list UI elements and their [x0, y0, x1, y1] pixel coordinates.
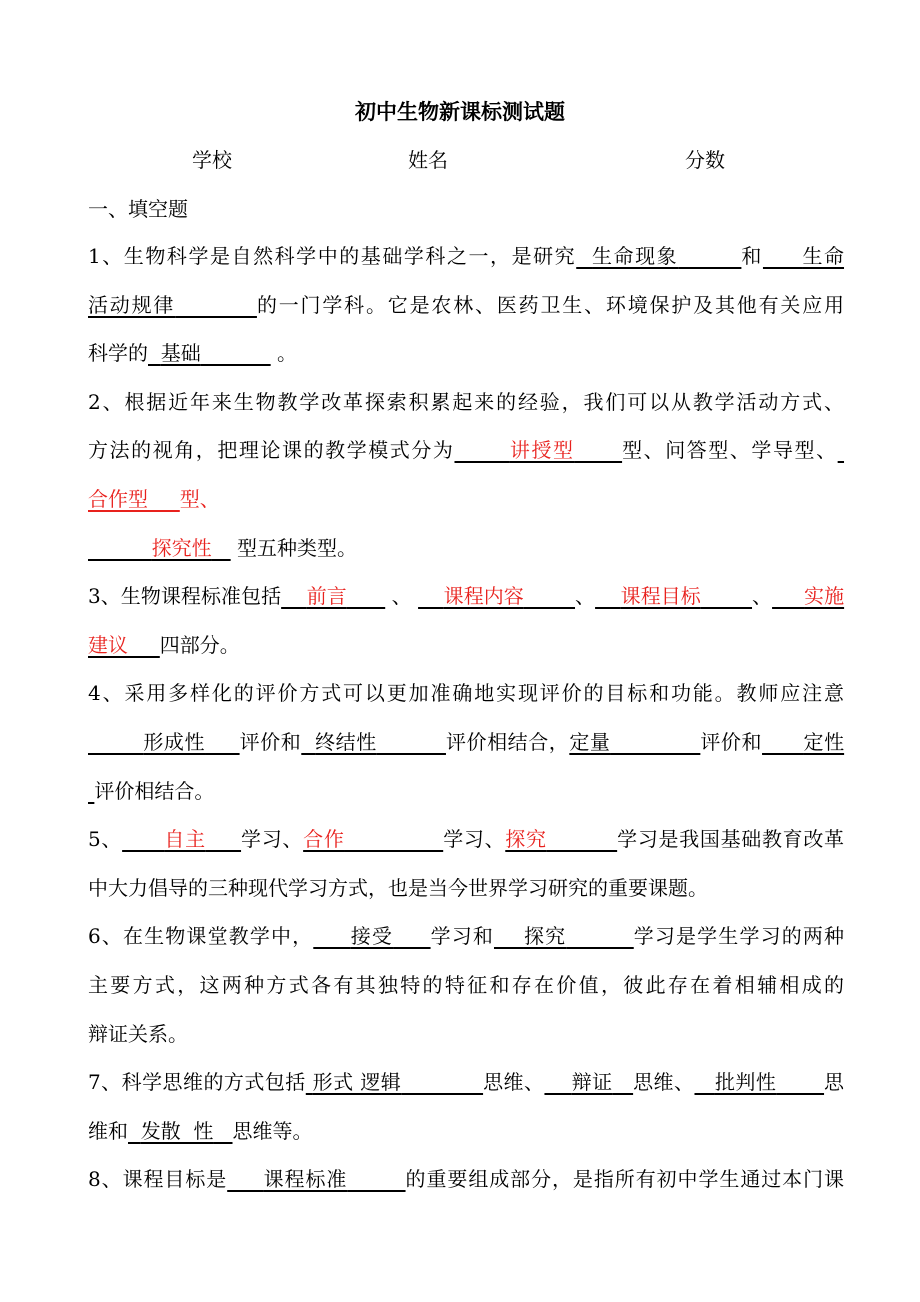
question-text: 方法的视角，把理论课的教学模式分为 — [88, 438, 455, 463]
question-text: 型、问答型、学导型、 — [622, 438, 838, 463]
answer-blank: 终结性 — [315, 729, 377, 754]
answer-blank: 形式 逻辑 — [312, 1070, 402, 1095]
question-text: 思 — [824, 1070, 845, 1095]
answer-blank: 定性 — [803, 729, 845, 754]
separator: 、 — [391, 584, 412, 609]
question-text: 和 — [741, 244, 763, 268]
question-text: 评价相结合， — [445, 729, 570, 754]
question-4-line-1: 4、采用多样化的评价方式可以更加准确地实现评价的目标和功能。教师应注意 — [88, 681, 844, 706]
question-2-line-3 — [88, 475, 844, 524]
school-field-label: 学校 — [192, 148, 232, 172]
question-text: 的重要组成部分，是指所有初中学生通过本门课 — [405, 1167, 845, 1192]
question-2-line-4 — [88, 524, 844, 573]
question-6-line-2: 主要方式，这两种方式各有其独特的特征和存在价值，彼此存在着相辅相成的 — [88, 972, 844, 997]
answer-blank: 探究 — [523, 924, 567, 949]
answer-blank: 探究性 — [151, 535, 212, 560]
question-3-line-2 — [88, 621, 844, 670]
separator: 、 — [752, 584, 773, 609]
answer-blank: 课程标准 — [263, 1167, 348, 1192]
question-list — [88, 232, 844, 1204]
question-text: 思维等。 — [232, 1118, 313, 1143]
answer-blank: 合作 — [303, 827, 345, 852]
answer-blank: 基础 — [160, 341, 201, 366]
question-7-line-1 — [88, 1058, 844, 1107]
question-text: 3、生物课程标准包括 — [88, 584, 282, 609]
question-text: 的一门学科。它是农林、医药卫生、环境保护及其他有关应用 — [256, 292, 845, 317]
question-text: 四部分。 — [159, 632, 240, 657]
section-heading: 一、填空题 — [88, 197, 188, 221]
question-text: 8、课程目标是 — [88, 1167, 228, 1192]
question-text: 思维、 — [633, 1070, 695, 1095]
question-text: 学习、 — [241, 827, 304, 852]
name-field-label: 姓名 — [408, 148, 448, 172]
question-8-line-1 — [88, 1155, 844, 1204]
question-text: 评价相结合。 — [94, 778, 215, 803]
answer-blank — [838, 438, 844, 462]
answer-blank: 实施 — [804, 584, 845, 609]
answer-blank: 合作型 — [88, 486, 148, 511]
answer-blank: 建议 — [88, 632, 128, 657]
question-1-line-3 — [88, 329, 844, 378]
question-text: 6、在生物课堂教学中， — [88, 924, 314, 949]
question-2-line-2 — [88, 426, 844, 475]
answer-blank: 自主 — [164, 827, 206, 852]
question-1-line-2 — [88, 281, 844, 330]
separator: 、 — [575, 584, 596, 609]
answer-blank: 批判性 — [714, 1070, 777, 1095]
question-5-line-1 — [88, 815, 844, 864]
question-text: 评价和 — [700, 729, 763, 754]
question-4-line-2 — [88, 718, 844, 767]
question-6-line-3: 辩证关系。 — [88, 1021, 188, 1046]
question-text: 科学的 — [88, 341, 148, 366]
question-text: 维和 — [88, 1118, 128, 1143]
answer-blank: 课程目标 — [620, 584, 701, 609]
page-title: 初中生物新课标测试题 — [355, 99, 565, 124]
answer-blank: 辩证 — [571, 1070, 613, 1095]
question-text: 学习是学生学习的两种 — [633, 924, 845, 949]
question-text: 学习和 — [430, 924, 494, 949]
answer-blank: 生命 — [802, 244, 845, 268]
header-fields — [0, 144, 920, 180]
answer-blank: 生命现象 — [592, 244, 679, 268]
answer-blank: 课程内容 — [443, 584, 524, 609]
score-field-label: 分数 — [685, 148, 725, 172]
answer-blank: 发散 性 — [140, 1118, 214, 1143]
question-text: 7、科学思维的方式包括 — [88, 1070, 306, 1095]
question-text: 学习是我国基础教育改革 — [617, 827, 845, 852]
question-3-line-1 — [88, 572, 844, 621]
question-text: 型五种类型。 — [237, 535, 358, 560]
question-2-line-1: 2、根据近年来生物教学改革探索积累起来的经验，我们可以从教学活动方式、 — [88, 389, 844, 414]
question-text: 评价和 — [239, 729, 302, 754]
question-7-line-2 — [88, 1107, 844, 1156]
answer-blank: 定量 — [569, 729, 611, 754]
answer-blank: 形成性 — [143, 729, 206, 754]
question-1-line-1 — [88, 232, 844, 281]
answer-blank: 活动规律 — [88, 292, 176, 317]
answer-blank: 讲授型 — [509, 438, 575, 463]
answer-blank: 探究 — [505, 827, 547, 852]
question-text: 。 — [277, 341, 298, 366]
question-6-line-1 — [88, 912, 844, 961]
question-text: 1、生物科学是自然科学中的基础学科之一，是研究 — [88, 244, 577, 268]
question-number: 5、 — [88, 827, 123, 852]
question-text: 思维、 — [483, 1070, 545, 1095]
answer-blank: 前言 — [306, 584, 347, 609]
answer-blank: 接受 — [350, 924, 394, 949]
question-text: 学习、 — [443, 827, 506, 852]
question-5-line-2: 中大力倡导的三种现代学习方式，也是当今世界学习研究的重要课题。 — [88, 875, 708, 900]
question-4-line-3 — [88, 767, 844, 816]
question-text: 型、 — [179, 486, 220, 511]
